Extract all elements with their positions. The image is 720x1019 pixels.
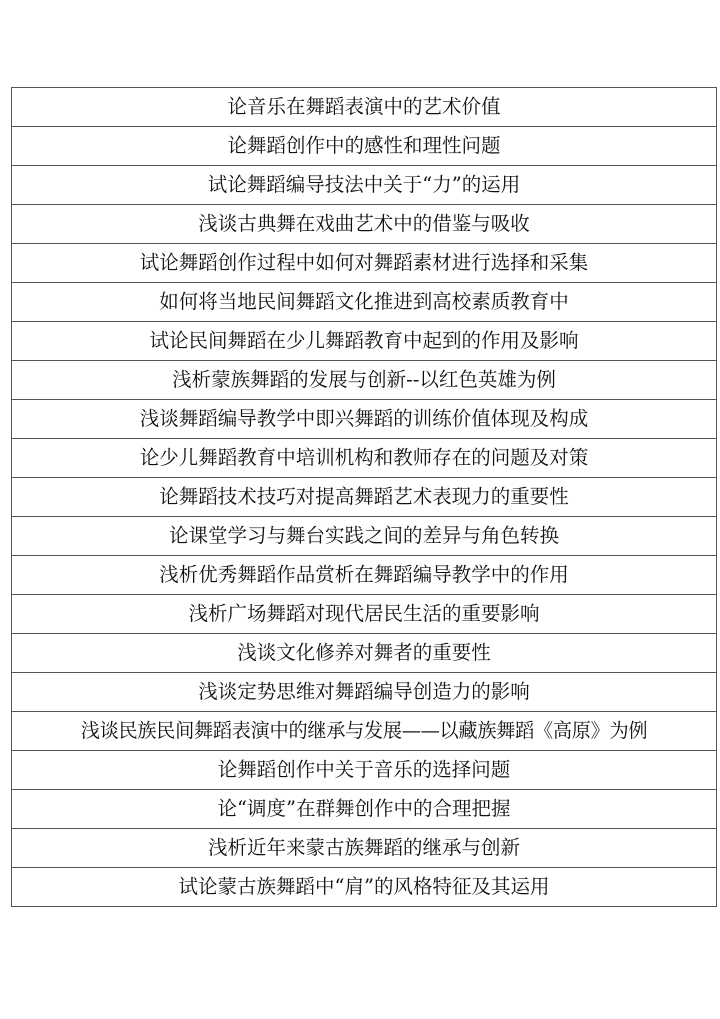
- topic-cell: 论舞蹈技术技巧对提高舞蹈艺术表现力的重要性: [12, 478, 717, 517]
- table-row: [12, 88, 717, 127]
- table-row: [12, 322, 717, 361]
- topic-cell: 浅谈定势思维对舞蹈编导创造力的影响: [12, 673, 717, 712]
- topic-cell: 浅谈民族民间舞蹈表演中的继承与发展——以藏族舞蹈《高原》为例: [12, 712, 717, 751]
- topic-cell: 论舞蹈创作中关于音乐的选择问题: [12, 751, 717, 790]
- table-row: [12, 634, 717, 673]
- topic-cell: 浅析广场舞蹈对现代居民生活的重要影响: [12, 595, 717, 634]
- topic-table: [11, 87, 717, 907]
- topic-cell: 试论舞蹈编导技法中关于“力”的运用: [12, 166, 717, 205]
- table-row: [12, 829, 717, 868]
- topic-cell: 浅谈文化修养对舞者的重要性: [12, 634, 717, 673]
- topic-cell: 浅谈舞蹈编导教学中即兴舞蹈的训练价值体现及构成: [12, 400, 717, 439]
- topic-cell: 如何将当地民间舞蹈文化推进到高校素质教育中: [12, 283, 717, 322]
- table-row: [12, 712, 717, 751]
- topic-cell: 试论民间舞蹈在少儿舞蹈教育中起到的作用及影响: [12, 322, 717, 361]
- table-row: [12, 595, 717, 634]
- table-row: [12, 127, 717, 166]
- table-row: [12, 868, 717, 907]
- topic-cell: 浅谈古典舞在戏曲艺术中的借鉴与吸收: [12, 205, 717, 244]
- table-row: [12, 751, 717, 790]
- topic-cell: 试论蒙古族舞蹈中“肩”的风格特征及其运用: [12, 868, 717, 907]
- table-row: [12, 361, 717, 400]
- table-row: [12, 283, 717, 322]
- table-row: [12, 517, 717, 556]
- table-row: [12, 400, 717, 439]
- topic-cell: 论音乐在舞蹈表演中的艺术价值: [12, 88, 717, 127]
- topic-cell: 论少儿舞蹈教育中培训机构和教师存在的问题及对策: [12, 439, 717, 478]
- topic-cell: 浅析近年来蒙古族舞蹈的继承与创新: [12, 829, 717, 868]
- table-row: [12, 790, 717, 829]
- table-row: [12, 244, 717, 283]
- topic-cell: 论课堂学习与舞台实践之间的差异与角色转换: [12, 517, 717, 556]
- table-row: [12, 166, 717, 205]
- table-row: [12, 673, 717, 712]
- table-row: [12, 556, 717, 595]
- topic-cell: 浅析优秀舞蹈作品赏析在舞蹈编导教学中的作用: [12, 556, 717, 595]
- topic-cell: 论舞蹈创作中的感性和理性问题: [12, 127, 717, 166]
- table-row: [12, 439, 717, 478]
- table-row: [12, 478, 717, 517]
- table-row: [12, 205, 717, 244]
- topic-cell: 浅析蒙族舞蹈的发展与创新--以红色英雄为例: [12, 361, 717, 400]
- topic-cell: 论“调度”在群舞创作中的合理把握: [12, 790, 717, 829]
- topic-cell: 试论舞蹈创作过程中如何对舞蹈素材进行选择和采集: [12, 244, 717, 283]
